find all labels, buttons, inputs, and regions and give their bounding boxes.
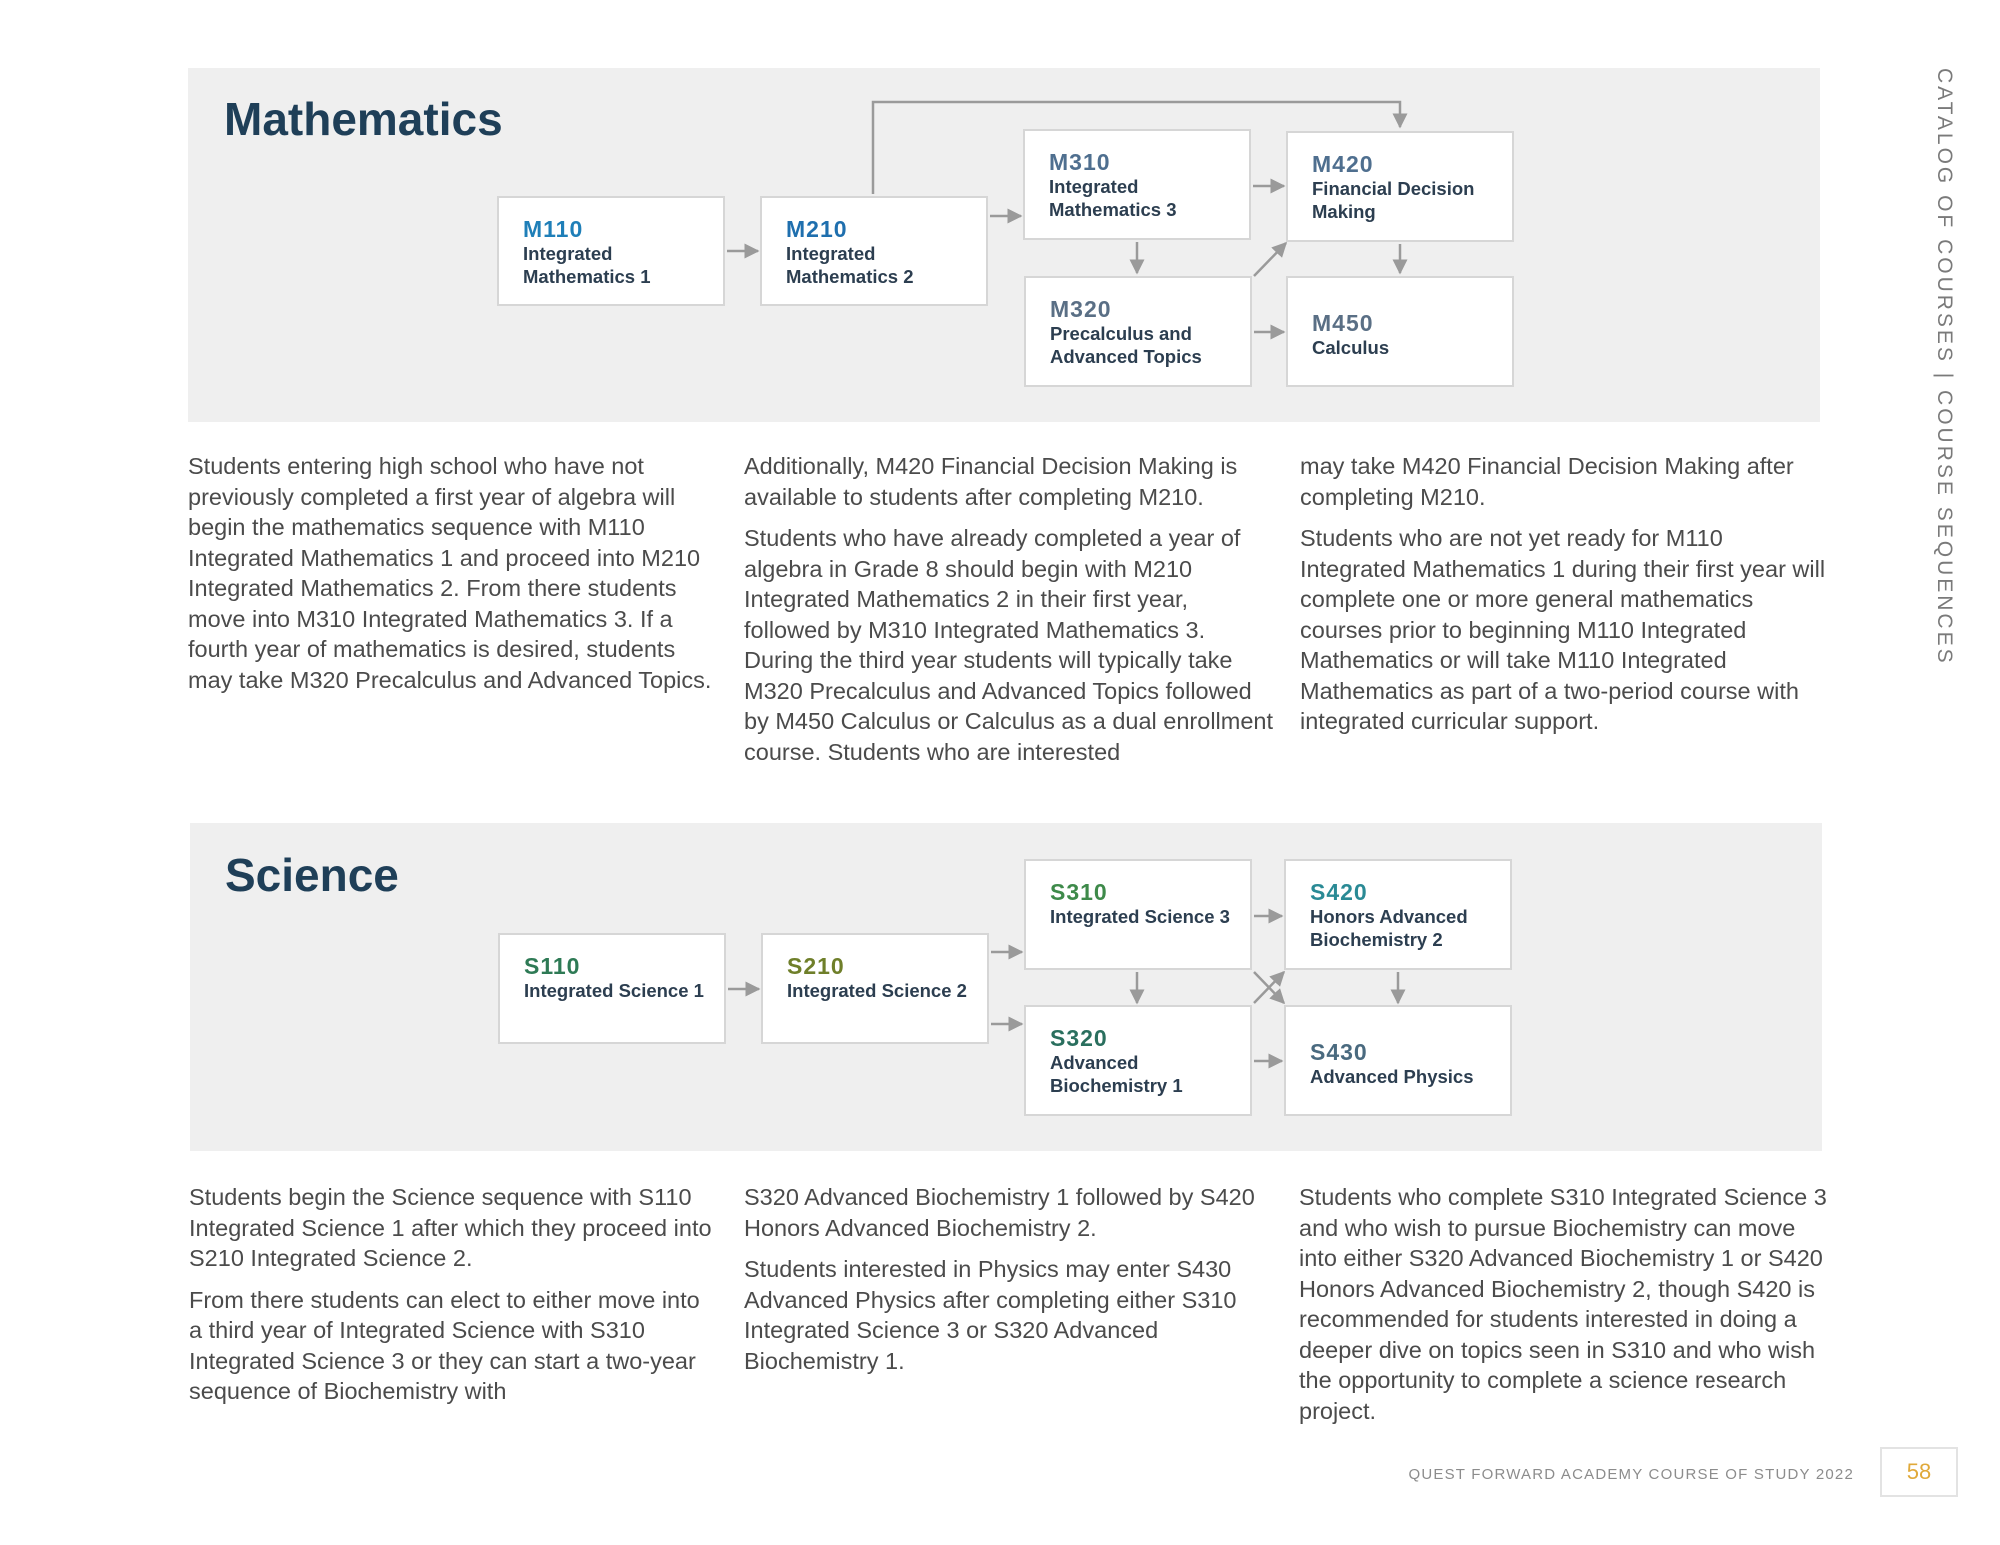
course-name: Precalculus and Advanced Topics xyxy=(1050,323,1202,367)
course-box-m210 xyxy=(760,196,988,306)
course-name: Integrated Science 3 xyxy=(1050,906,1230,927)
paragraph: Students who complete S310 Integrated Science 3 and who wish to pursue Biochemistry can move into either S320 Advanced Biochemistry 1 or S420 Honors Advanced Biochemistry 2, though S420 is recommended for students interested in doing a deeper dive on topics seen in S310 and who wish the opportunity to complete a science research project. xyxy=(1299,1184,1827,1424)
science-column-1 xyxy=(189,1182,719,1418)
course-box-s320 xyxy=(1024,1005,1252,1116)
course-name: Integrated Mathematics 3 xyxy=(1049,176,1177,220)
course-box-s430 xyxy=(1284,1005,1512,1116)
course-code: M420 xyxy=(1312,151,1374,177)
course-code: M110 xyxy=(523,216,584,242)
math-column-1 xyxy=(188,451,718,706)
course-box-s110 xyxy=(498,933,726,1044)
paragraph: S320 Advanced Biochemistry 1 followed by S420 Honors Advanced Biochemistry 2. xyxy=(744,1184,1255,1241)
paragraph: From there students can elect to either move into a third year of Integrated Science with S310 Integrated Science 3 or they can start a two-year sequence of Biochemistry with xyxy=(189,1286,700,1404)
paragraph: Students begin the Science sequence with S110 Integrated Science 1 after which they proceed into S210 Integrated Science 2. xyxy=(189,1184,712,1271)
science-column-2 xyxy=(744,1182,1274,1387)
course-code: S210 xyxy=(787,953,845,979)
course-name: Advanced Biochemistry 1 xyxy=(1050,1052,1183,1096)
course-code: M320 xyxy=(1050,296,1112,322)
course-box-m420 xyxy=(1286,131,1514,242)
course-name: Integrated Science 1 xyxy=(524,980,704,1001)
course-name: Financial Decision Making xyxy=(1312,178,1475,222)
course-name: Advanced Physics xyxy=(1310,1066,1474,1087)
course-name: Honors Advanced Biochemistry 2 xyxy=(1310,906,1468,950)
paragraph: Students interested in Physics may enter S430 Advanced Physics after completing either S310 Integrated Science 3 or S320 Advanced Biochemistry 1. xyxy=(744,1256,1237,1374)
course-box-m110 xyxy=(497,196,725,306)
footer-title: QUEST FORWARD ACADEMY COURSE OF STUDY 2022 xyxy=(1408,1466,1854,1483)
paragraph: Students who are not yet ready for M110 Integrated Mathematics 1 during their first year will complete one or more general mathematics courses prior to beginning M110 Integrated Mathematics or will take M110 Integrated Mathematics as part of a two-period course with integrated curricular support. xyxy=(1300,525,1826,734)
math-column-2 xyxy=(744,451,1274,778)
paragraph: Additionally, M420 Financial Decision Making is available to students after completing M210. xyxy=(744,453,1238,510)
course-box-m450 xyxy=(1286,276,1514,387)
course-code: S110 xyxy=(524,953,581,979)
paragraph: may take M420 Financial Decision Making after completing M210. xyxy=(1300,453,1794,510)
page-number: 58 xyxy=(1880,1447,1958,1497)
course-name: Integrated Mathematics 2 xyxy=(786,243,914,287)
course-name: Calculus xyxy=(1312,337,1390,358)
course-code: S420 xyxy=(1310,879,1368,905)
course-code: S430 xyxy=(1310,1039,1368,1065)
course-code: S320 xyxy=(1050,1025,1108,1051)
math-column-3 xyxy=(1300,451,1830,748)
science-title: Science xyxy=(225,849,399,901)
course-code: M450 xyxy=(1312,310,1374,336)
course-box-s420 xyxy=(1284,859,1512,970)
course-box-s210 xyxy=(761,933,989,1044)
paragraph: Students entering high school who have not previously completed a first year of algebra will begin the mathematics sequence with M110 Integrated Mathematics 1 and proceed into M210 Integrated Mathematics 2. From there students move into M310 Integrated Mathematics 3. If a fourth year of mathematics is desired, students may take M320 Precalculus and Advanced Topics. xyxy=(188,453,712,693)
sidebar-running-header: CATALOG OF COURSES | COURSE SEQUENCES xyxy=(1933,68,1956,666)
paragraph: Students who have already completed a year of algebra in Grade 8 should begin with M210 Integrated Mathematics 2 in their first year, followed by M310 Integrated Mathematics 3. During the third year students will typically take M320 Precalculus and Advanced Topics followed by M450 Calculus or Calculus as a dual enrollment course. Students who are interested xyxy=(744,525,1274,765)
science-diagram-panel xyxy=(190,823,1822,1151)
course-name: Integrated Mathematics 1 xyxy=(523,243,651,287)
course-code: M210 xyxy=(786,216,848,242)
course-box-s310 xyxy=(1024,859,1252,970)
course-code: M310 xyxy=(1049,149,1111,175)
course-box-m320 xyxy=(1024,276,1252,387)
science-column-3 xyxy=(1299,1182,1829,1437)
course-name: Integrated Science 2 xyxy=(787,980,967,1001)
course-box-m310 xyxy=(1023,129,1251,240)
course-code: S310 xyxy=(1050,879,1108,905)
mathematics-title: Mathematics xyxy=(224,93,503,145)
